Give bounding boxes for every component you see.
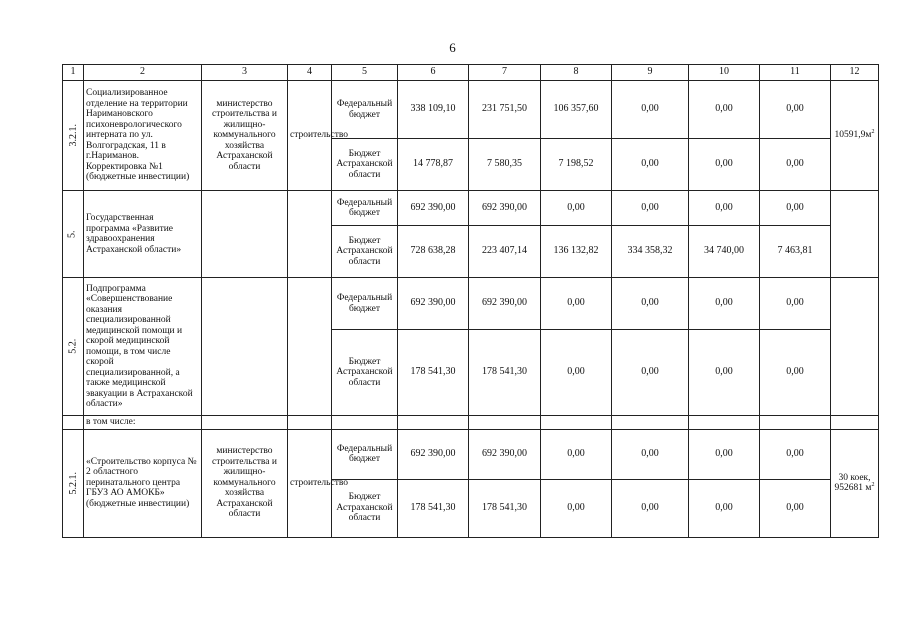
value-cell: 692 390,00	[398, 191, 469, 226]
value-cell: 0,00	[689, 330, 760, 416]
column-header: 1	[63, 65, 84, 81]
value-cell: 334 358,32	[612, 226, 689, 278]
row-note: $10591,9м^2$	[831, 81, 879, 191]
row-executor	[202, 191, 288, 278]
value-cell: 692 390,00	[469, 191, 541, 226]
value-cell: 223 407,14	[469, 226, 541, 278]
row-kind: строительство	[288, 81, 332, 191]
row-code: 5.2.1.	[63, 429, 84, 537]
value-cell: 0,00	[541, 278, 612, 330]
funding-source: Бюджет Астраханской области	[332, 139, 398, 191]
funding-source: Федеральный бюджет	[332, 429, 398, 479]
funding-source: Бюджет Астраханской области	[332, 330, 398, 416]
value-cell: 178 541,30	[469, 330, 541, 416]
value-cell: 0,00	[541, 330, 612, 416]
row-title: Подпрограмма «Совершенствование оказания специализированной медицинской помощи и скорой медицинской помощи, в том числе скорой специализированной, а также медицинской эвакуации в Астраханской области»	[84, 278, 202, 416]
value-cell: 0,00	[760, 81, 831, 139]
column-header: 3	[202, 65, 288, 81]
value-cell: 0,00	[612, 479, 689, 537]
column-header: 12	[831, 65, 879, 81]
value-cell: 0,00	[612, 81, 689, 139]
row-note	[831, 191, 879, 278]
row-kind	[288, 278, 332, 416]
value-cell: 14 778,87	[398, 139, 469, 191]
column-header: 5	[332, 65, 398, 81]
value-cell: 0,00	[760, 479, 831, 537]
table-row	[63, 429, 879, 479]
value-cell: 7 463,81	[760, 226, 831, 278]
row-title: Социализированное отделение на территории Наримановского психоневрологического интерната по ул. Волгоградская, 11 в г.Нариманов. Корректировка №1 (бюджетные инвестиции)	[84, 81, 202, 191]
value-cell: 692 390,00	[398, 278, 469, 330]
value-cell: 0,00	[689, 139, 760, 191]
value-cell: 7 580,35	[469, 139, 541, 191]
value-cell: 692 390,00	[469, 278, 541, 330]
row-executor: министерство строительства и жилищно-коммунального хозяйства Астраханской области	[202, 429, 288, 537]
value-cell: 692 390,00	[469, 429, 541, 479]
funding-source: Федеральный бюджет	[332, 278, 398, 330]
column-header: 10	[689, 65, 760, 81]
value-cell: 338 109,10	[398, 81, 469, 139]
value-cell: 106 357,60	[541, 81, 612, 139]
value-cell: 728 638,28	[398, 226, 469, 278]
value-cell: 0,00	[541, 191, 612, 226]
column-header: 8	[541, 65, 612, 81]
value-cell: 0,00	[612, 330, 689, 416]
row-code: 3.2.1.	[63, 81, 84, 191]
column-header: 11	[760, 65, 831, 81]
column-header: 2	[84, 65, 202, 81]
value-cell: 0,00	[612, 139, 689, 191]
value-cell: 0,00	[689, 278, 760, 330]
column-header: 7	[469, 65, 541, 81]
table-row	[63, 278, 879, 330]
row-code	[63, 416, 84, 430]
funding-source: Бюджет Астраханской области	[332, 479, 398, 537]
table-row	[63, 191, 879, 226]
value-cell: 0,00	[612, 278, 689, 330]
value-cell: 136 132,82	[541, 226, 612, 278]
column-header: 4	[288, 65, 332, 81]
value-cell: 0,00	[760, 330, 831, 416]
row-executor: министерство строительства и жилищно-коммунального хозяйства Астраханской области	[202, 81, 288, 191]
funding-source: Федеральный бюджет	[332, 81, 398, 139]
value-cell: 0,00	[689, 191, 760, 226]
page-number: 6	[449, 40, 456, 55]
value-cell: 0,00	[760, 191, 831, 226]
row-note	[831, 278, 879, 416]
row-title: «Строительство корпуса № 2 областного перинатального центра ГБУЗ АО АМОКБ» (бюджетные инвестиции)	[84, 429, 202, 537]
column-header: 6	[398, 65, 469, 81]
value-cell: 692 390,00	[398, 429, 469, 479]
header-row	[63, 65, 879, 81]
value-cell: 0,00	[612, 191, 689, 226]
value-cell: 0,00	[689, 81, 760, 139]
value-cell: 0,00	[541, 479, 612, 537]
value-cell: 0,00	[760, 429, 831, 479]
table-row	[63, 81, 879, 139]
table-row	[63, 416, 879, 430]
value-cell: 178 541,30	[398, 330, 469, 416]
row-title: Государственная программа «Развитие здравоохранения Астраханской области»	[84, 191, 202, 278]
value-cell: 178 541,30	[469, 479, 541, 537]
value-cell: 0,00	[760, 139, 831, 191]
in-total-label: в том числе:	[84, 416, 202, 430]
value-cell: 0,00	[612, 429, 689, 479]
budget-table	[62, 64, 879, 538]
value-cell: 34 740,00	[689, 226, 760, 278]
value-cell: 0,00	[541, 429, 612, 479]
value-cell: 0,00	[760, 278, 831, 330]
value-cell: 0,00	[689, 429, 760, 479]
row-code: 5.2.	[63, 278, 84, 416]
row-note: 30 коек, 952681 $м^2$	[831, 429, 879, 537]
value-cell: 7 198,52	[541, 139, 612, 191]
row-kind: строительство	[288, 429, 332, 537]
funding-source: Бюджет Астраханской области	[332, 226, 398, 278]
column-header: 9	[612, 65, 689, 81]
row-code: 5.	[63, 191, 84, 278]
funding-source: Федеральный бюджет	[332, 191, 398, 226]
value-cell: 0,00	[689, 479, 760, 537]
value-cell: 231 751,50	[469, 81, 541, 139]
value-cell: 178 541,30	[398, 479, 469, 537]
row-executor	[202, 278, 288, 416]
row-kind	[288, 191, 332, 278]
